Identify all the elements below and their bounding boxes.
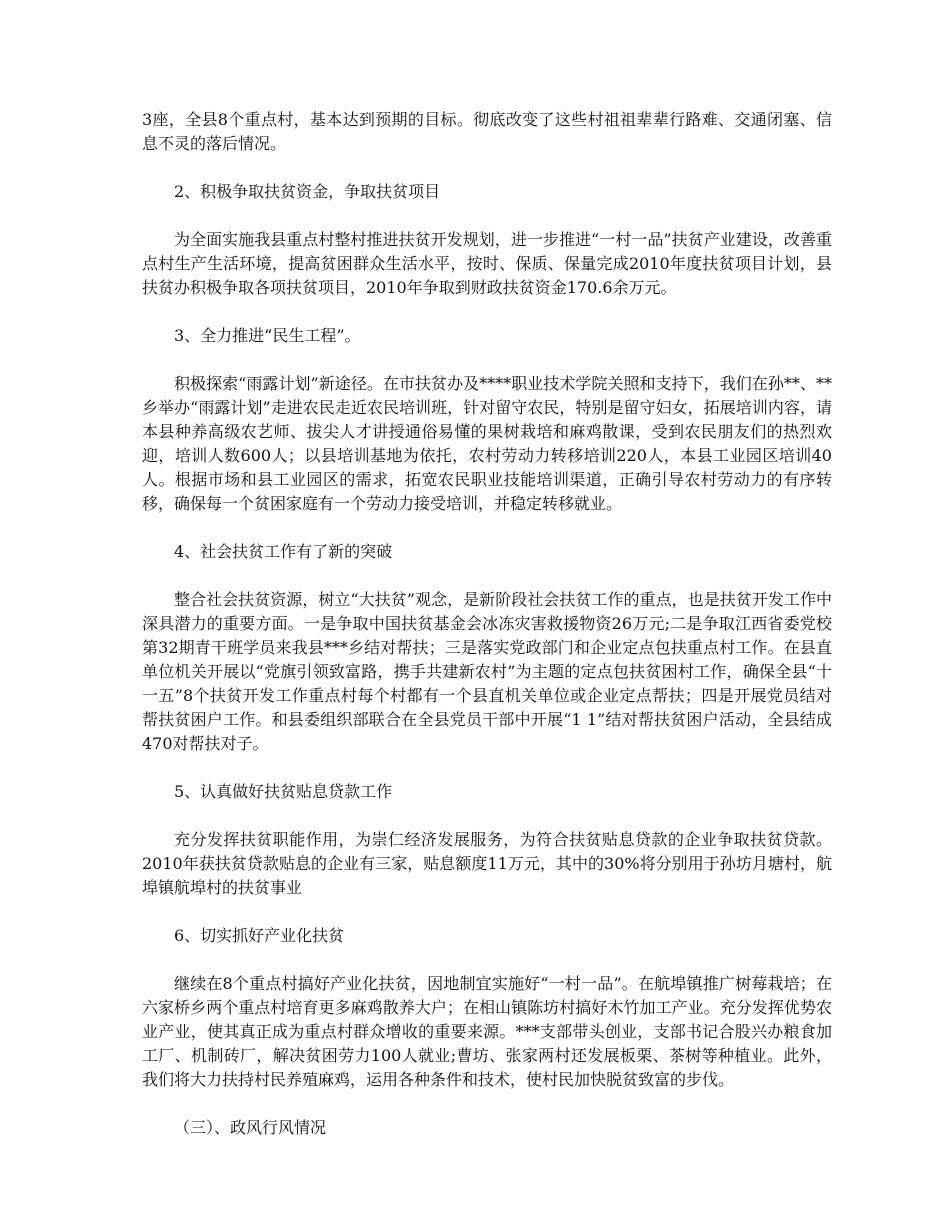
document-page xyxy=(142,108,832,1140)
heading-2: 2、积极争取扶贫资金，争取扶贫项目 xyxy=(174,182,441,201)
heading-6: 6、切实抓好产业化扶贫 xyxy=(174,926,345,945)
heading-5: 5、认真做好扶贫贴息贷款工作 xyxy=(174,782,393,801)
paragraph-2: 为全面实施我县重点村整村推进扶贫开发规划，进一步推进“一村一品”扶贫产业建设，改善重点村生产生活环境，提高贫困群众生活水平，按时、保质、保量完成2010年度扶贫项目计划，县扶贫办积极争取各项扶贫项目，2010年争取到财政扶贫资金170.6余万元。 xyxy=(142,230,832,297)
paragraph-4: 整合社会扶贫资源，树立“大扶贫”观念，是新阶段社会扶贫工作的重点，也是扶贫开发工作中深具潜力的重要方面。一是争取中国扶贫基金会冰冻灾害救援物资26万元;二是争取江西省委党校第32期青干班学员来我县***乡结对帮扶；三是落实党政部门和企业定点包扶重点村工作。在县直单位机关开展以“党旗引领致富路，携手共建新农村”为主题的定点包扶贫困村工作，确保全县“十一五”8个扶贫开发工作重点村每个村都有一个县直机关单位或企业定点帮扶；四是开展党员结对帮扶贫困户工作。和县委组织部联合在全县党员干部中开展“1 1”结对帮扶贫困户活动，全县结成470对帮扶对子。 xyxy=(142,590,832,753)
heading-4: 4、社会扶贫工作有了新的突破 xyxy=(174,542,393,561)
paragraph-5: 充分发挥扶贫职能作用，为崇仁经济发展服务，为符合扶贫贴息贷款的企业争取扶贫贷款。2010年获扶贫贷款贴息的企业有三家，贴息额度11万元，其中的30%将分别用于孙坊月塘村，航埠镇航埠村的扶贫事业 xyxy=(142,830,832,897)
paragraph-intro: 3座，全县8个重点村，基本达到预期的目标。彻底改变了这些村祖祖辈辈行路难、交通闭塞、信息不灵的落后情况。 xyxy=(142,110,832,153)
heading-section-3: （三）、政风行风情况 xyxy=(174,1118,327,1137)
heading-3: 3、全力推进“民生工程”。 xyxy=(174,326,361,345)
paragraph-6: 继续在8个重点村搞好产业化扶贫，因地制宜实施好“一村一品”。在航埠镇推广树莓栽培；在六家桥乡两个重点村培育更多麻鸡散养大户；在相山镇陈坊村搞好木竹加工产业。充分发挥优势农业产业，使其真正成为重点村群众增收的重要来源。***支部带头创业，支部书记合股兴办粮食加工厂、机制砖厂，解决贫困劳力100人就业;曹坊、张家两村还发展板栗、茶树等种植业。此外，我们将大力扶持村民养殖麻鸡，运用各种条件和技术，使村民加快脱贫致富的步伐。 xyxy=(142,974,832,1089)
paragraph-3: 积极探索“雨露计划”新途径。在市扶贫办及****职业技术学院关照和支持下，我们在孙**、**乡举办“雨露计划”走进农民走近农民培训班，针对留守农民，特别是留守妇女，拓展培训内容，请本县种养高级农艺师、拔尖人才讲授通俗易懂的果树栽培和麻鸡散课，受到农民朋友们的热烈欢迎，培训人数600人；以县培训基地为依托，农村劳动力转移培训220人，本县工业园区培训40人。根据市场和县工业园区的需求，拓宽农民职业技能培训渠道，正确引导农村劳动力的有序转移，确保每一个贫困家庭有一个劳动力接受培训，并稳定转移就业。 xyxy=(142,374,832,513)
